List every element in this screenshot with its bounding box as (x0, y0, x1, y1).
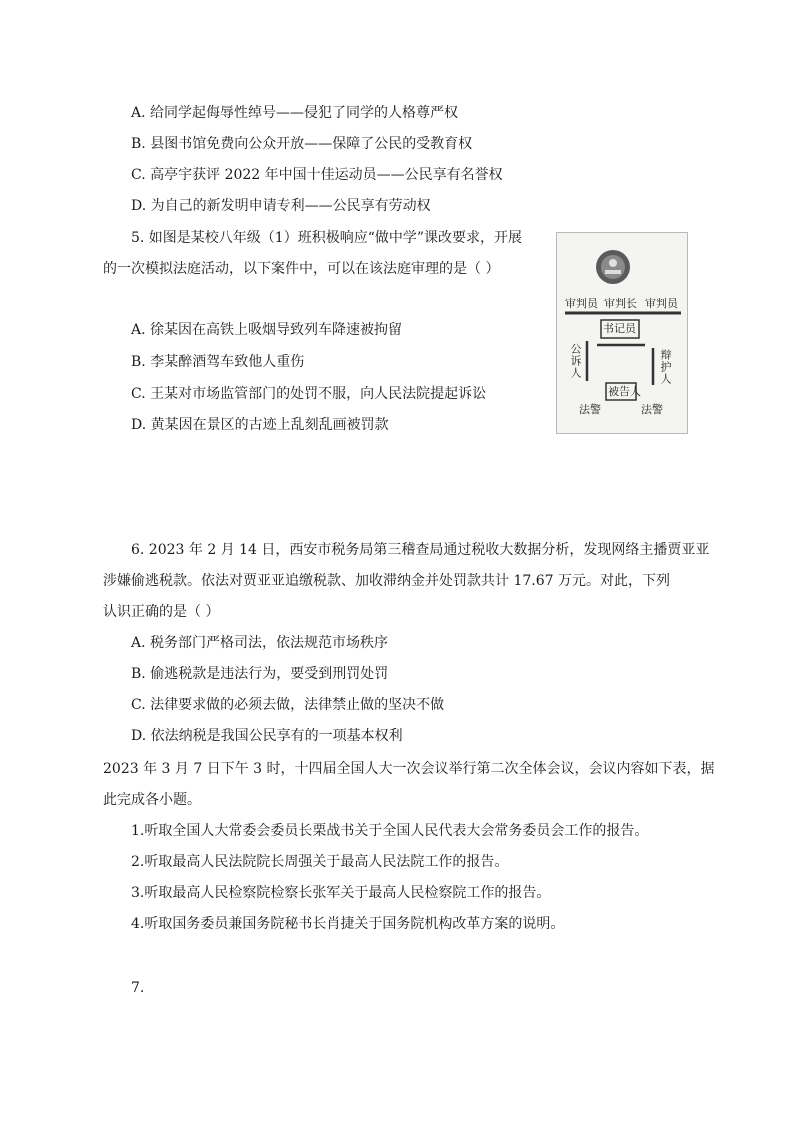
q5-option-d: D. 黄某因在景区的古迹上乱刻乱画被罚款 (131, 417, 389, 433)
national-emblem-icon (596, 250, 630, 284)
defender-label: 辩护人 (659, 349, 672, 385)
q5-option-a: A. 徐某因在高铁上吸烟导致列车降速被拘留 (131, 322, 403, 338)
judge-left-label: 审判员 (565, 297, 598, 310)
q6-option-a: A. 税务部门严格司法，依法规范市场秩序 (131, 635, 389, 651)
agenda-item-2: 2.听取最高人民法院院长周强关于最高人民法院工作的报告。 (131, 854, 509, 870)
chief-judge-label: 审判长 (604, 297, 637, 310)
police-right-label: 法警 (641, 403, 663, 416)
prosecutor-label: 公诉人 (569, 343, 582, 379)
q6-option-d: D. 依法纳税是我国公民享有的一项基本权利 (131, 728, 403, 744)
defendant-label: 被告人 (608, 385, 641, 398)
q7-number: 7. (131, 980, 145, 996)
agenda-item-4: 4.听取国务委员兼国务院秘书长肖捷关于国务院机构改革方案的说明。 (131, 916, 565, 932)
courtroom-diagram (556, 232, 688, 434)
police-left-label: 法警 (579, 403, 601, 416)
q6-option-c: C. 法律要求做的必须去做，法律禁止做的坚决不做 (131, 697, 445, 713)
q4-option-b: B. 县图书馆免费向公众开放——保障了公民的受教育权 (131, 136, 473, 152)
q5-stem-line1: 5. 如图是某校八年级（1）班积极响应“做中学”课改要求，开展 (131, 230, 523, 246)
q5-option-c: C. 王某对市场监管部门的处罚不服，向人民法院提起诉讼 (131, 386, 487, 402)
q6-stem-line1: 6. 2023 年 2 月 14 日，西安市税务局第三稽查局通过税收大数据分析，发现网络主播贾亚亚 (131, 542, 710, 558)
q5-stem-line2: 的一次模拟法庭活动，以下案件中，可以在该法庭审理的是（ ） (103, 261, 500, 277)
q6-option-b: B. 偷逃税款是违法行为，要受到刑罚处罚 (131, 666, 389, 682)
q6-stem-line2: 涉嫌偷逃税款。依法对贾亚亚追缴税款、加收滞纳金并处罚款共计 17.67 万元。对此，下列 (103, 573, 670, 589)
agenda-item-1: 1.听取全国人大常委会委员长栗战书关于全国人民代表大会常务委员会工作的报告。 (131, 823, 649, 839)
q6-stem-line3: 认识正确的是（ ） (103, 604, 220, 620)
q4-option-a: A. 给同学起侮辱性绰号——侵犯了同学的人格尊严权 (131, 105, 459, 121)
q5-option-b: B. 李某醉酒驾车致他人重伤 (131, 354, 305, 370)
q4-option-c: C. 高亭宇获评 2022 年中国十佳运动员——公民享有名誉权 (131, 167, 503, 183)
group-intro-line1: 2023 年 3 月 7 日下午 3 时，十四届全国人大一次会议举行第二次全体会议，会议内容如下表，据 (103, 761, 715, 777)
q4-option-d: D. 为自己的新发明申请专利——公民享有劳动权 (131, 198, 431, 214)
group-intro-line2: 此完成各小题。 (103, 792, 201, 808)
judge-right-label: 审判员 (645, 297, 678, 310)
clerk-label: 书记员 (603, 322, 636, 335)
agenda-item-3: 3.听取最高人民检察院检察长张军关于最高人民检察院工作的报告。 (131, 885, 551, 901)
